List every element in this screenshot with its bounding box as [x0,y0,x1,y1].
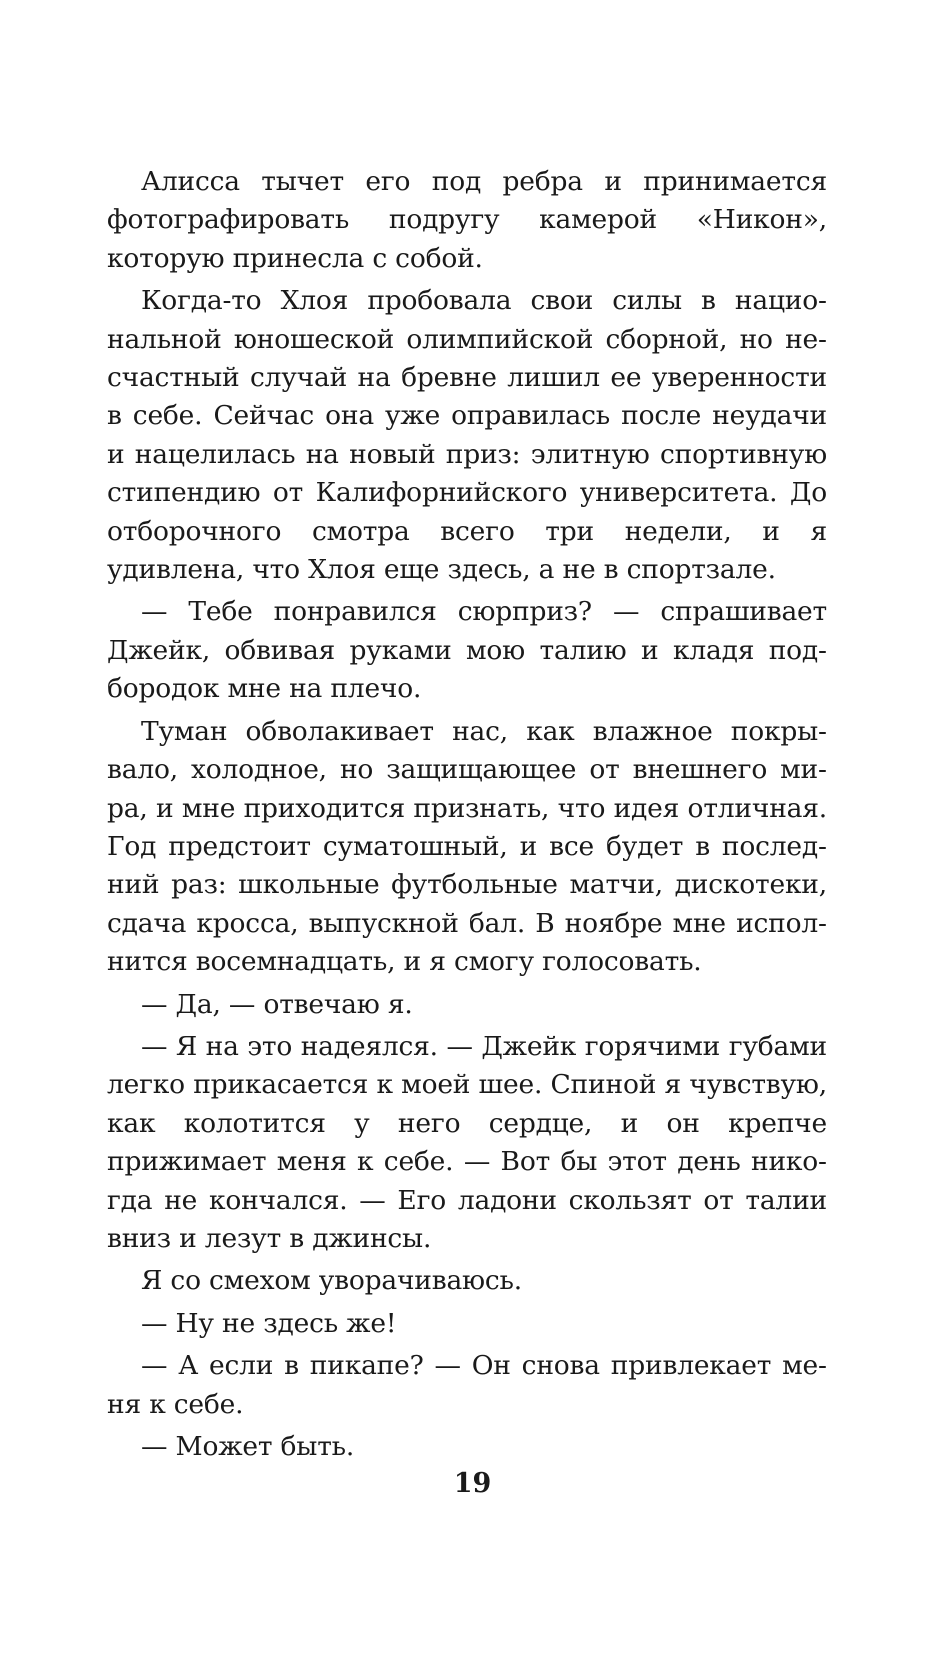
paragraph-7: Я со смехом уворачиваюсь. [141,1265,523,1297]
body-text [107,163,827,1466]
paragraph-4: Туман обволакивает нас, как влажное покрывало, холодное, но защищающее от внешнего мира, и мне приходится признать, что идея отличная. Год предстоит суматошный, и все будет в последний раз: школьные футбольные матчи, дискотеки, сдача кросса, выпускной бал. В ноябре мне исполнится восемнадцать, и я смогу голосовать. [107,715,827,978]
paragraph-3: — Тебе понравился сюрприз? — спрашивает Джейк, обвивая руками мою талию и кладя подбородок мне на плечо. [107,596,827,705]
paragraph-9: — А если в пикапе? — Он снова привлекает меня к себе. [107,1350,827,1420]
page-number: 19 [453,1468,492,1499]
paragraph-6: — Я на это надеялся. — Джейк горячими губами легко прикасается к моей шее. Спиной я чувствую, как колотится у него сердце, и он крепче прижимает меня к себе. — Вот бы этот день никогда не кончался. — Его ладони скользят от талии вниз и лезут в джинсы. [107,1030,827,1254]
paragraph-2: Когда-то Хлоя пробовала свои силы в национальной юношеской олимпийской сборной, но несчастный случай на бревне лишил ее уверенности в себе. Сейчас она уже оправилась после неудачи и нацелилась на новый приз: элитную спортивную стипендию от Калифорнийского университета. До отборочного смотра всего три недели, и я удивлена, что Хлоя еще здесь, а не в спортзале. [107,285,827,586]
paragraph-8: — Ну не здесь же! [141,1307,397,1339]
paragraph-1: Алисса тычет его под ребра и принимается фотографировать подругу камерой «Никон», которую принесла с собой. [107,166,827,274]
paragraph-5: — Да, — отвечаю я. [141,988,413,1020]
paragraph-10: — Может быть. [141,1431,355,1462]
